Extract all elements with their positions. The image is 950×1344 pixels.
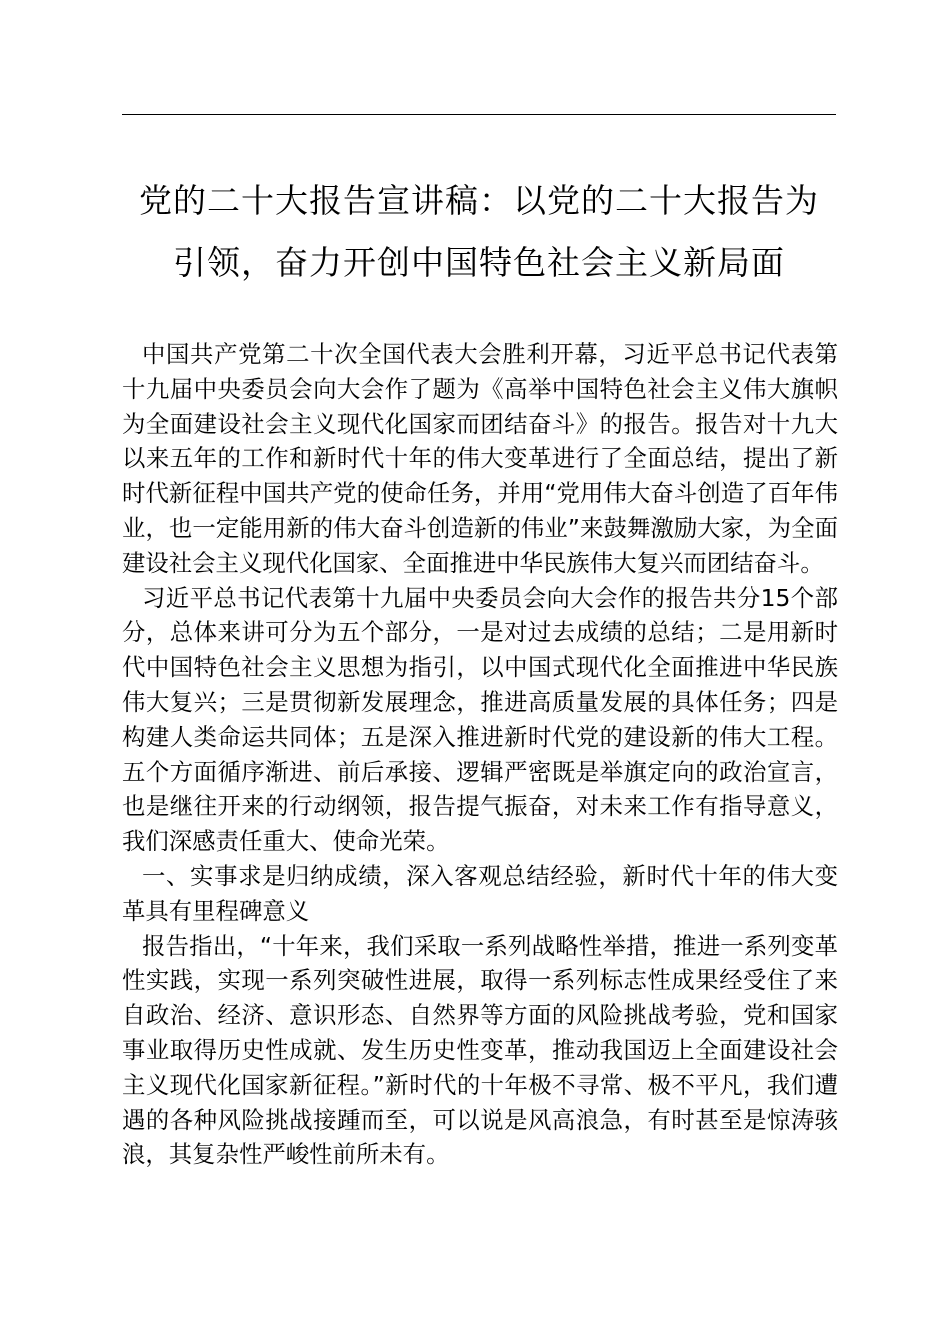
paragraph-2: 习近平总书记代表第十九届中央委员会向大会作的报告共分15个部分，总体来讲可分为五个部分，一是对过去成绩的总结；二是用新时代中国特色社会主义思想为指引，以中国式现代化全面推进中华民族伟大复兴；三是贯彻新发展理念，推进高质量发展的具体任务；四是构建人类命运共同体；五是深入推进新时代党的建设新的伟大工程。五个方面循序渐进、前后承接、逻辑严密既是举旗定向的政治宣言，也是继往开来的行动纲领，报告提气振奋，对未来工作有指导意义，我们深感责任重大、使命光荣。: [122, 583, 838, 856]
paragraph-1: 中国共产党第二十次全国代表大会胜利开幕，习近平总书记代表第十九届中央委员会向大会作了题为《高举中国特色社会主义伟大旗帜为全面建设社会主义现代化国家而团结奋斗》的报告。报告对十九大以来五年的工作和新时代十年的伟大变革进行了全面总结，提出了新时代新征程中国共产党的使命任务，并用“党用伟大奋斗创造了百年伟业，也一定能用新的伟大奋斗创造新的伟业”来鼓舞激励大家，为全面建设社会主义现代化国家、全面推进中华民族伟大复兴而团结奋斗。: [122, 340, 838, 577]
document-body: [122, 337, 838, 1172]
header-rule: [122, 114, 836, 115]
title-line-2: 引领，奋力开创中国特色社会主义新局面: [173, 243, 785, 282]
title-line-1: 党的二十大报告宣讲稿：以党的二十大报告为: [139, 181, 819, 220]
section-heading-1: 一、实事求是归纳成绩，深入客观总结经验，新时代十年的伟大变革具有里程碑意义: [122, 861, 838, 925]
document-title: [110, 170, 848, 294]
paragraph-3: 报告指出，“十年来，我们采取一系列战略性举措，推进一系列变革性实践，实现一系列突破性进展，取得一系列标志性成果经受住了来自政治、经济、意识形态、自然界等方面的风险挑战考验，党和国家事业取得历史性成就、发生历史性变革，推动我国迈上全面建设社会主义现代化国家新征程。”新时代的十年极不寻常、极不平凡，我们遭遇的各种风险挑战接踵而至，可以说是风高浪急，有时甚至是惊涛骇浪，其复杂性严峻性前所未有。: [122, 931, 838, 1169]
